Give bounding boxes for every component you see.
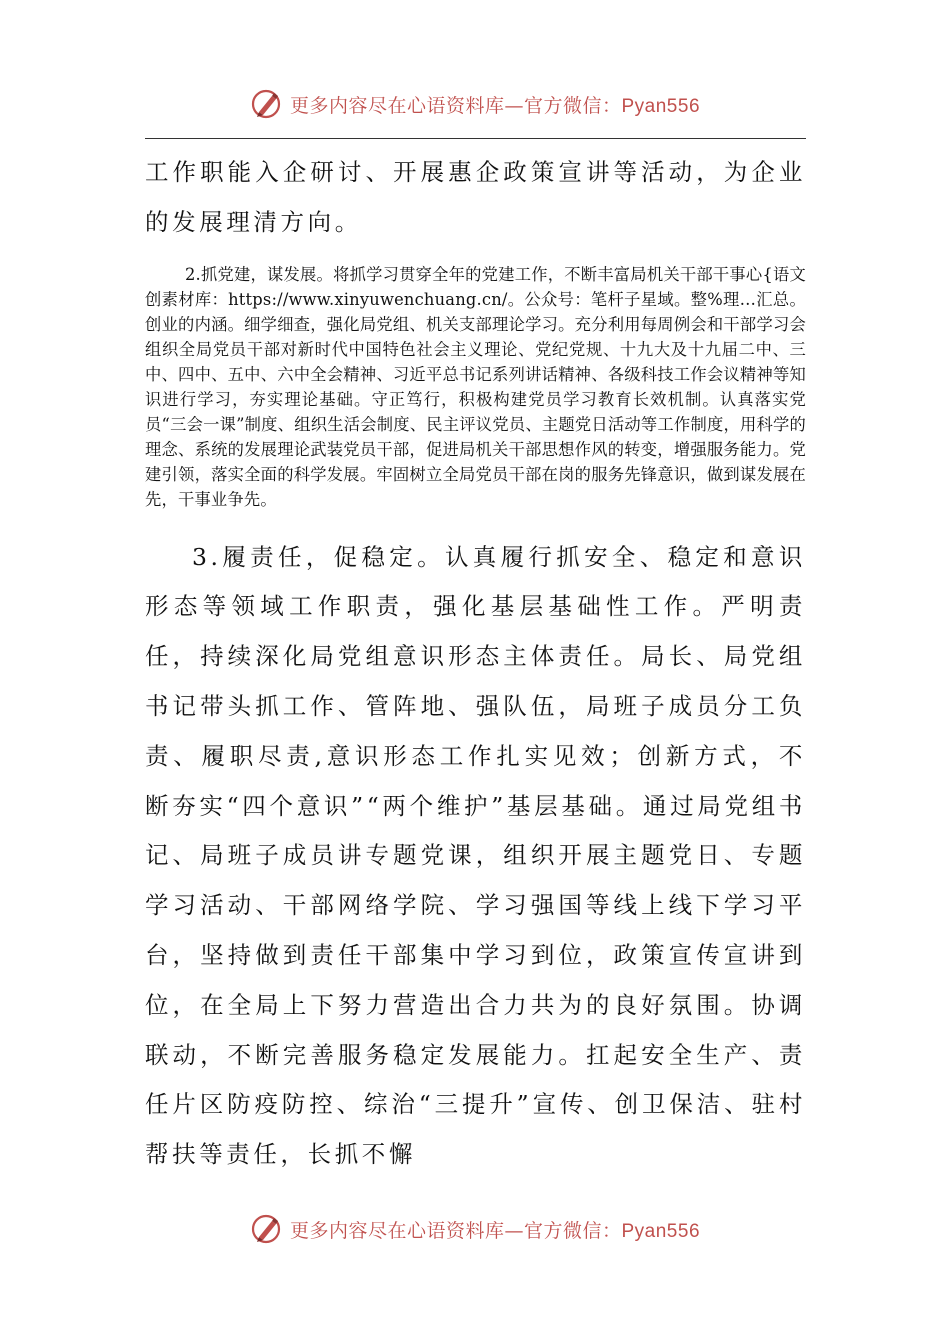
header-divider <box>145 138 806 139</box>
header-banner <box>0 84 950 124</box>
document-body <box>145 148 806 1180</box>
footer-banner-text <box>290 1216 700 1243</box>
header-banner-text <box>290 91 700 118</box>
paragraph-responsibility: 3.履责任，促稳定。认真履行抓安全、稳定和意识形态等领域工作职责，强化基层基础性工作。严明责任，持续深化局党组意识形态主体责任。局长、局党组书记带头抓工作、管阵地、强队伍，局班子成员分工负责、履职尽责,意识形态工作扎实见效；创新方式，不断夯实“四个意识”“两个维护”基层基础。通过局党组书记、局班子成员讲专题党课，组织开展主题党日、专题学习活动、干部网络学院、学习强国等线上线下学习平台，坚持做到责任干部集中学习到位，政策宣传宣讲到位，在全局上下努力营造出合力共为的良好氛围。协调联动，不断完善服务稳定发展能力。扛起安全生产、责任片区防疫防控、综治“三提升”宣传、创卫保洁、驻村帮扶等责任，长抓不懈 <box>145 542 806 1169</box>
header-wechat-id: Pyan556 <box>621 95 701 117</box>
footer-banner <box>0 1209 950 1249</box>
header-banner-main: 更多内容尽在心语资料库—官方微信： <box>289 94 622 117</box>
pen-logo-icon <box>250 87 284 121</box>
footer-wechat-id: Pyan556 <box>621 1220 701 1242</box>
pen-logo-icon <box>250 1212 284 1246</box>
paragraph-party-building: 2.抓党建，谋发展。将抓学习贯穿全年的党建工作，不断丰富局机关干部干事心{语文创素材库：https://www.xinyuwenchuang.cn/。公众号：笔杆子星域。整%理…汇总。创业的内涵。细学细查，强化局党组、机关支部理论学习。充分利用每周例会和干部学习会组织全局党员干部对新时代中国特色社会主义理论、党纪党规、十九大及十九届二中、三中、四中、五中、六中全会精神、习近平总书记系列讲话精神、各级科技工作会议精神等知识进行学习，夯实理论基础。守正笃行，积极构建党员学习教育长效机制。认真落实党员“三会一课”制度、组织生活会制度、民主评议党员、主题党日活动等工作制度，用科学的理念、系统的发展理论武装党员干部，促进局机关干部思想作风的转变，增强服务能力。党建引领，落实全面的科学发展。牢固树立全局党员干部在岗的服务先锋意识，做到谋发展在先，干事业争先。 <box>145 264 806 509</box>
footer-banner-main: 更多内容尽在心语资料库—官方微信： <box>289 1219 622 1242</box>
paragraph-continuation: 工作职能入企研讨、开展惠企政策宣讲等活动，为企业的发展理清方向。 <box>145 158 806 236</box>
